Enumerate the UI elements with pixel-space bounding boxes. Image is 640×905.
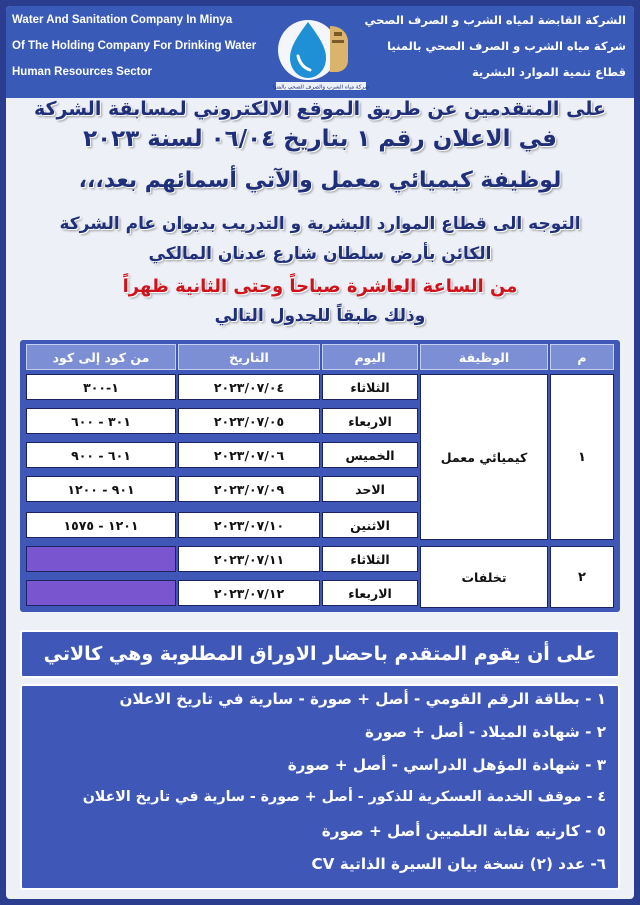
header-job: الوظيفة [420,344,548,370]
requirement-item: ١ - بطاقة الرقم القومي - أصل + صورة - سارية في تاريخ الاعلان [119,690,606,708]
row7-day: الاربعاء [322,580,418,606]
row3-day: الخميس [322,442,418,468]
row1-day: الثلاثاء [322,374,418,400]
header-date: التاريخ [178,344,320,370]
row7-codes [26,580,176,606]
row5-codes: ١٢٠١ - ١٥٧٥ [26,512,176,538]
row2-codes: ٣٠١ - ٦٠٠ [26,408,176,434]
row4-codes: ٩٠١ - ١٢٠٠ [26,476,176,502]
announcement-line-1: على المتقدمين عن طريق الموقع الالكتروني لمسابقة الشركة [33,98,607,120]
header-en-line-1: Water And Sanitation Company In Minya [12,14,233,26]
row3-date: ٢٠٢٣/٠٧/٠٦ [178,442,320,468]
header-ar-line-2: شركة مياه الشرب و الصرف الصحي بالمنيا [387,39,626,53]
requirement-item: ٦- عدد (٢) نسخة بيان السيرة الذاتية CV [311,855,606,873]
requirement-item: ٥ - كارنيه نقابة العلميين أصل + صورة [321,822,606,840]
header-en-line-3: Human Resources Sector [12,66,152,78]
row6-codes [26,546,176,572]
group1-job: كيميائي معمل [420,374,548,540]
announcement-line-7: وذلك طبقاً للجدول التالي [214,306,426,326]
group2-num: ٢ [550,546,614,608]
row2-date: ٢٠٢٣/٠٧/٠٥ [178,408,320,434]
row6-date: ٢٠٢٣/٠٧/١١ [178,546,320,572]
requirements-list [20,684,620,890]
logo-text: شركة مياه الشرب والصرف الصحي بالمنيا [273,84,369,91]
row4-date: ٢٠٢٣/٠٧/٠٩ [178,476,320,502]
row5-date: ٢٠٢٣/٠٧/١٠ [178,512,320,538]
poster [6,6,634,899]
row5-day: الاثنين [322,512,418,538]
row7-date: ٢٠٢٣/٠٧/١٢ [178,580,320,606]
requirement-item: ٣ - شهادة المؤهل الدراسي - أصل + صورة [287,756,606,774]
header-codes: من كود إلى كود [26,344,176,370]
header [6,6,634,98]
company-logo-icon [268,12,374,92]
header-ar-line-3: قطاع تنمية الموارد البشرية [471,65,626,79]
announcement-line-6: من الساعة العاشرة صباحاً وحتى الثانية ظهراً [122,276,518,297]
row2-day: الاربعاء [322,408,418,434]
requirement-item: ٢ - شهادة الميلاد - أصل + صورة [364,723,606,741]
row1-codes: ١-٣٠٠ [26,374,176,400]
row1-date: ٢٠٢٣/٠٧/٠٤ [178,374,320,400]
header-en-line-2: Of The Holding Company For Drinking Water [12,40,257,52]
row4-day: الاحد [322,476,418,502]
announcement-line-5: الكائن بأرض سلطان شارع عدنان المالكي [148,244,492,264]
announcement-line-4: التوجه الى قطاع الموارد البشرية و التدريب بديوان عام الشركة [59,214,581,234]
group2-job: تخلفات [420,546,548,608]
requirement-item: ٤ - موقف الخدمة العسكرية للذكور - أصل + صورة - سارية في تاريخ الاعلان [82,789,606,805]
header-num: م [550,344,614,370]
header-day: اليوم [322,344,418,370]
requirements-title: على أن يقوم المتقدم باحضار الاوراق المطلوبة وهي كالاتي [20,630,620,678]
schedule-table [20,340,620,612]
row6-day: الثلاثاء [322,546,418,572]
announcement-line-3: لوظيفة كيميائي معمل والآتي أسمائهم بعد،،، [78,168,562,193]
announcement [20,98,620,334]
announcement-line-2: في الاعلان رقم ١ بتاريخ ٠٦/٠٤ لسنة ٢٠٢٣ [83,126,557,152]
group1-num: ١ [550,374,614,540]
row3-codes: ٦٠١ - ٩٠٠ [26,442,176,468]
header-ar-line-1: الشركة القابضة لمياه الشرب و الصرف الصحي [364,13,626,27]
